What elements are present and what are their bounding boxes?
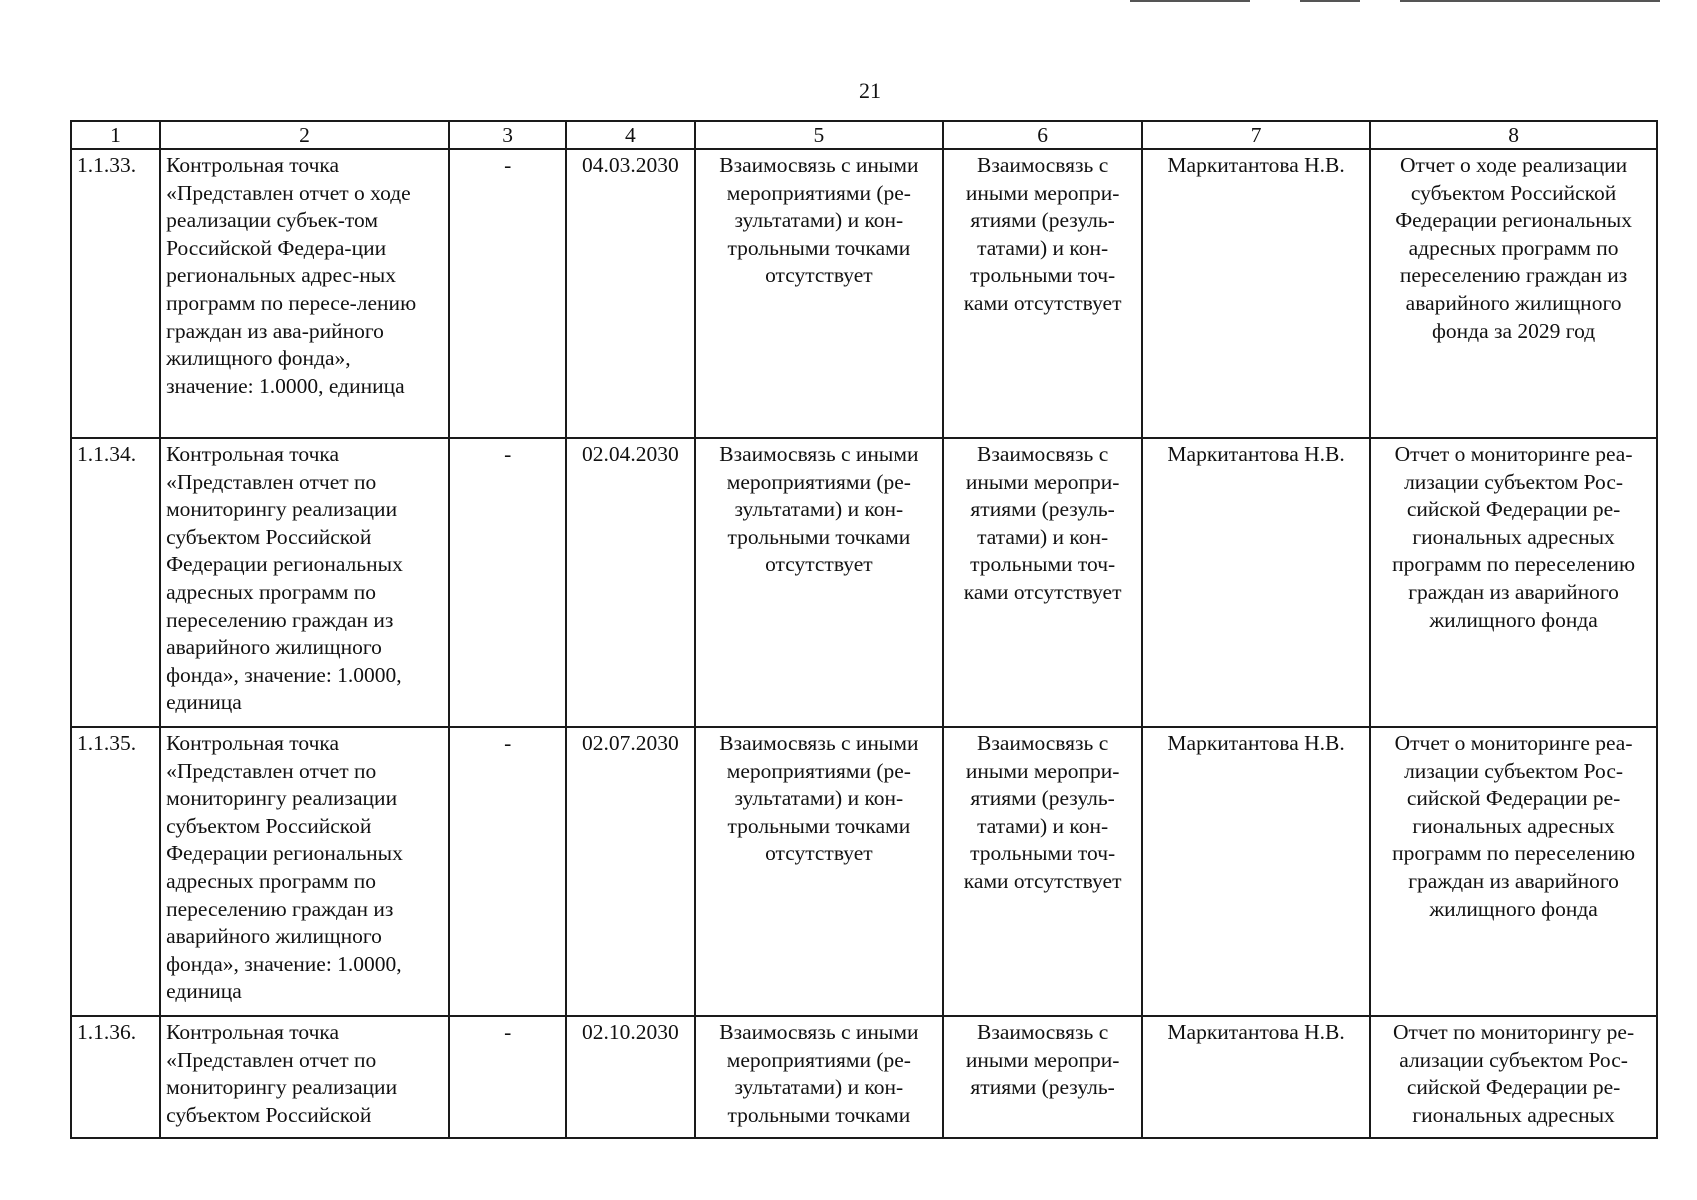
table-row: [71, 438, 1657, 727]
scan-artifact-line: [1400, 0, 1660, 2]
due-date: 02.04.2030: [566, 438, 694, 727]
column-header: 6: [943, 121, 1142, 149]
successor-relation: Взаимосвязь с иными меропри-ятиями (резуль-татами) и кон-трольными точ-ками отсутствует: [943, 149, 1142, 438]
scan-artifact-line: [1300, 0, 1360, 2]
column-header: 7: [1142, 121, 1370, 149]
page-number: 21: [859, 78, 881, 103]
column-3-value: -: [449, 438, 566, 727]
column-header: 8: [1370, 121, 1657, 149]
row-number: 1.1.34.: [71, 438, 160, 727]
control-point-name: Контрольная точка «Представлен отчет по мониторингу реализации субъектом Российской: [160, 1016, 449, 1138]
successor-relation: Взаимосвязь с иными меропри-ятиями (резуль-татами) и кон-трольными точ-ками отсутствует: [943, 727, 1142, 1016]
column-header: 2: [160, 121, 449, 149]
predecessor-relation: Взаимосвязь с иными мероприятиями (ре-зультатами) и кон-трольными точками отсутствует: [695, 727, 944, 1016]
successor-relation: Взаимосвязь с иными меропри-ятиями (резуль-: [943, 1016, 1142, 1138]
predecessor-relation: Взаимосвязь с иными мероприятиями (ре-зультатами) и кон-трольными точками отсутствует: [695, 438, 944, 727]
row-number: 1.1.35.: [71, 727, 160, 1016]
plan-table: [70, 120, 1658, 1139]
control-point-name: Контрольная точка «Представлен отчет по мониторингу реализации субъектом Российской Федерации региональных адресных программ по переселению граждан из аварийного жилищного фонда», значение: 1.0000, единица: [160, 727, 449, 1016]
scan-artifact-line: [1130, 0, 1250, 2]
due-date: 04.03.2030: [566, 149, 694, 438]
responsible-person: Маркитантова Н.В.: [1142, 149, 1370, 438]
due-date: 02.10.2030: [566, 1016, 694, 1138]
table-row: [71, 1016, 1657, 1138]
column-header: 3: [449, 121, 566, 149]
control-point-name: Контрольная точка «Представлен отчет по мониторингу реализации субъектом Российской Федерации региональных адресных программ по переселению граждан из аварийного жилищного фонда», значение: 1.0000, единица: [160, 438, 449, 727]
table-row: [71, 727, 1657, 1016]
responsible-person: Маркитантова Н.В.: [1142, 438, 1370, 727]
result-document: Отчет о мониторинге реа-лизации субъектом Рос-сийской Федерации ре-гиональных адресных программ по переселению граждан из аварийного жилищного фонда: [1370, 727, 1657, 1016]
row-number: 1.1.33.: [71, 149, 160, 438]
responsible-person: Маркитантова Н.В.: [1142, 727, 1370, 1016]
column-header: 4: [566, 121, 694, 149]
column-number-row: [71, 121, 1657, 149]
predecessor-relation: Взаимосвязь с иными мероприятиями (ре-зультатами) и кон-трольными точками отсутствует: [695, 149, 944, 438]
predecessor-relation: Взаимосвязь с иными мероприятиями (ре-зультатами) и кон-трольными точками: [695, 1016, 944, 1138]
result-document: Отчет о ходе реализации субъектом Российской Федерации региональных адресных программ по переселению граждан из аварийного жилищного фонда за 2029 год: [1370, 149, 1657, 438]
successor-relation: Взаимосвязь с иными меропри-ятиями (резуль-татами) и кон-трольными точ-ками отсутствует: [943, 438, 1142, 727]
control-point-name: Контрольная точка «Представлен отчет о ходе реализации субъек-том Российской Федера-ции региональных адрес-ных программ по пересе-лению граждан из ава-рийного жилищного фонда», значение: 1.0000, единица: [160, 149, 449, 438]
table-row: [71, 149, 1657, 438]
column-3-value: -: [449, 1016, 566, 1138]
responsible-person: Маркитантова Н.В.: [1142, 1016, 1370, 1138]
column-3-value: -: [449, 727, 566, 1016]
column-header: 1: [71, 121, 160, 149]
due-date: 02.07.2030: [566, 727, 694, 1016]
column-3-value: -: [449, 149, 566, 438]
result-document: Отчет о мониторинге реа-лизации субъектом Рос-сийской Федерации ре-гиональных адресных программ по переселению граждан из аварийного жилищного фонда: [1370, 438, 1657, 727]
result-document: Отчет по мониторингу ре-ализации субъектом Рос-сийской Федерации ре-гиональных адресных: [1370, 1016, 1657, 1138]
row-number: 1.1.36.: [71, 1016, 160, 1138]
column-header: 5: [695, 121, 944, 149]
